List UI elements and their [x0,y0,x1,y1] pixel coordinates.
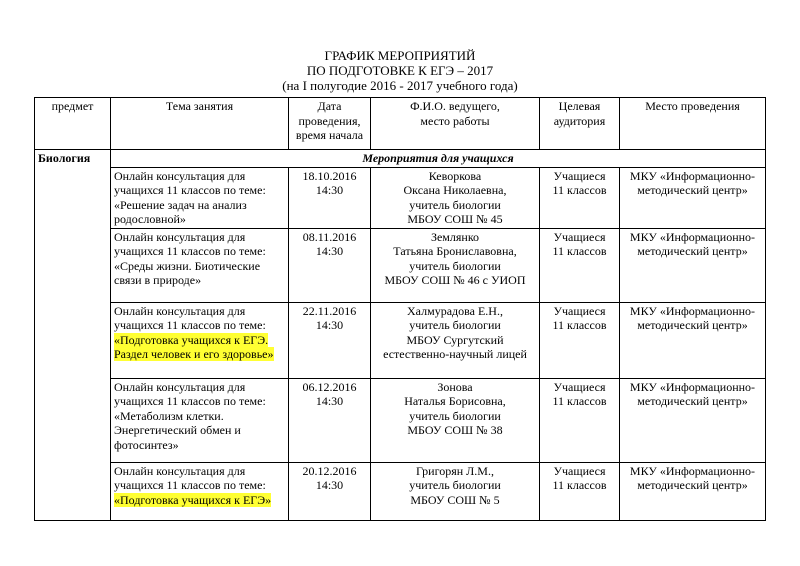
header-date [289,98,371,150]
topic-prefix: Онлайн консультация для учащихся 11 классов по теме: [114,168,266,197]
leader-role: учитель биологии [409,318,501,332]
audience-line2: 11 классов [552,318,607,332]
audience-line1: Учащиеся [553,379,606,394]
audience-line2: 11 классов [552,244,607,258]
date-value: 08.11.2016 [302,229,357,244]
date-value: 06.12.2016 [302,379,357,394]
leader-name-2: Оксана Николаевна, [403,183,507,197]
topic-title: «Метаболизм клетки. Энергетический обмен и фотосинтез» [114,408,241,452]
table-row [35,378,766,462]
audience-cell [540,228,620,302]
header-date-line1: Дата [317,99,342,113]
leader-cell [371,378,540,462]
date-cell [289,228,371,302]
section-heading: Мероприятия для учащихся [111,150,766,168]
audience-cell [540,462,620,520]
time-value: 14:30 [315,244,344,258]
leader-cell [371,167,540,228]
header-date-line3: время начала [295,128,364,142]
audience-line1: Учащиеся [553,229,606,244]
leader-school: МБОУ СОШ № 5 [410,492,500,507]
leader-name-2: Татьяна Брониславовна, [393,244,517,258]
leader-role: учитель биологии [409,478,501,492]
audience-cell [540,378,620,462]
leader-role: учитель биологии [409,197,501,212]
place-cell: МКУ «Информационно-методический центр» [620,378,766,462]
header-leader-line2: место работы [420,113,490,128]
leader-school: МБОУ СОШ № 45 [407,212,503,226]
topic-prefix: Онлайн консультация для учащихся 11 классов по теме: [114,463,266,492]
header-leader-line1: Ф.И.О. ведущего, [410,99,500,113]
leader-name: Кеворкова [428,168,482,183]
header-row [35,98,766,150]
place-cell: МКУ «Информационно-методический центр» [620,302,766,378]
leader-school: МБОУ Сургутский естественно-научный лицей [383,332,527,361]
title-line-3: (на I полугодие 2016 - 2017 учебного года) [282,78,518,93]
place-cell: МКУ «Информационно-методический центр» [620,167,766,228]
leader-cell [371,228,540,302]
topic-title-highlighted: «Подготовка учащихся к ЕГЭ. Раздел человек и его здоровье» [114,332,274,361]
header-audience [540,98,620,150]
leader-cell [371,302,540,378]
header-subject: предмет [35,98,111,150]
section-row [35,150,766,168]
date-value: 18.10.2016 [302,168,357,183]
audience-line2: 11 классов [552,183,607,197]
topic-title-highlighted: «Подготовка учащихся к ЕГЭ» [114,492,272,507]
table-row [35,167,766,228]
header-topic: Тема занятия [111,98,289,150]
leader-name: Землянко [430,229,480,244]
events-table [34,97,766,521]
header-date-line2: проведения, [298,113,361,128]
table-row [35,462,766,520]
title-line-2: ПО ПОДГОТОВКЕ К ЕГЭ – 2017 [306,63,494,78]
leader-name: Григорян Л.М., [416,463,494,478]
audience-cell [540,167,620,228]
date-value: 20.12.2016 [302,463,357,478]
topic-title: «Решение задач на анализ родословной» [114,197,247,226]
audience-line2: 11 классов [552,478,607,492]
date-cell [289,302,371,378]
time-value: 14:30 [315,183,344,197]
leader-school: МБОУ СОШ № 46 с УИОП [384,273,526,287]
leader-name: Зонова [437,379,473,394]
date-cell [289,167,371,228]
time-value: 14:30 [315,394,344,408]
topic-cell [111,462,289,520]
audience-line1: Учащиеся [553,168,606,183]
audience-line1: Учащиеся [553,463,606,478]
header-leader [371,98,540,150]
leader-name: Халмурадова Е.Н., [407,303,503,318]
table-row [35,228,766,302]
topic-prefix: Онлайн консультация для учащихся 11 классов по теме: [114,379,266,408]
place-cell: МКУ «Информационно-методический центр» [620,228,766,302]
date-cell [289,378,371,462]
table-row [35,302,766,378]
date-value: 22.11.2016 [302,303,357,318]
audience-cell [540,302,620,378]
topic-prefix: Онлайн консультация для учащихся 11 классов по теме: [114,229,266,258]
date-cell [289,462,371,520]
time-value: 14:30 [315,478,344,492]
header-audience-line2: аудитория [553,113,606,128]
time-value: 14:30 [315,318,344,332]
audience-line1: Учащиеся [553,303,606,318]
topic-cell [111,378,289,462]
leader-name-2: Наталья Борисовна, [404,394,506,408]
place-cell: МКУ «Информационно-методический центр» [620,462,766,520]
topic-cell [111,302,289,378]
topic-title: «Среды жизни. Биотические связи в природе» [114,258,261,287]
topic-cell [111,228,289,302]
subject-cell: Биология [35,150,111,521]
topic-cell [111,167,289,228]
header-audience-line1: Целевая [558,99,601,113]
leader-role: учитель биологии [409,408,501,423]
document-title [0,48,800,93]
leader-role: учитель биологии [409,258,501,273]
audience-line2: 11 классов [552,394,607,408]
leader-school: МБОУ СОШ № 38 [407,423,503,437]
topic-prefix: Онлайн консультация для учащихся 11 классов по теме: [114,303,266,332]
title-line-1: ГРАФИК МЕРОПРИЯТИЙ [324,48,476,63]
leader-cell [371,462,540,520]
header-place: Место проведения [620,98,766,150]
